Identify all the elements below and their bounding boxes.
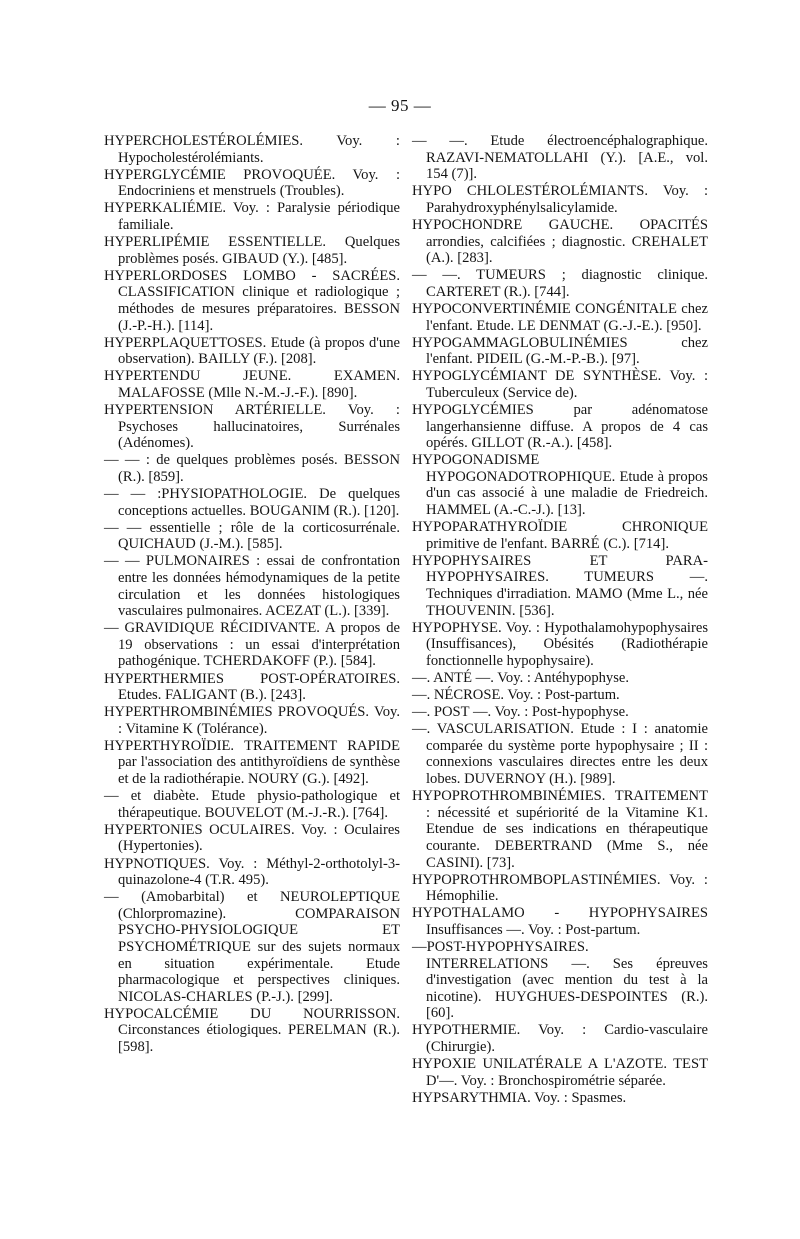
index-entry: — —. Etude électroencéphalographique. RAZAVI-NEMATOLLAHI (Y.). [A.E., vol. 154 (7)]. xyxy=(412,133,708,183)
index-entry: HYPERTHYROÏDIE. TRAITEMENT RAPIDE par l'association des antithyroïdiens de synthèse et de la radiothérapie. NOURY (G.). [492]. xyxy=(104,737,400,788)
index-entry: HYPOPROTHROMBOPLASTINÉMIES. Voy. : Hémophilie. xyxy=(412,871,708,905)
index-entry: HYPSARYTHMIA. Voy. : Spasmes. xyxy=(412,1089,627,1106)
index-entry: HYPERKALIÉMIE. Voy. : Paralysie périodique familiale. xyxy=(104,200,400,233)
index-entry: HYPOCALCÉMIE DU NOURRISSON. Circonstances étiologiques. PERELMAN (R.). [598]. xyxy=(104,1005,400,1056)
index-entry: HYPOGLYCÉMIES par adénomatose langerhansienne diffuse. A propos de 4 cas opérés. GILLOT (R.-A.). [458]. xyxy=(412,402,708,452)
index-entry: — — PULMONAIRES : essai de confrontation entre les données hémodynamiques de la petite circulation et les données histologiques vasculaires pulmonaires. ACEZAT (L.). [339]. xyxy=(104,553,400,620)
right-column xyxy=(412,133,708,1107)
index-entry: HYPOPHYSE. Voy. : Hypothalamohypophysaires (Insuffisances), Obésités (Radiothérapie fonctionnelle hypophysaire). xyxy=(412,619,708,669)
index-entry: HYPOGAMMAGLOBULINÉMIES chez l'enfant. PIDEIL (G.-M.-P.-B.). [97]. xyxy=(412,334,708,368)
index-entry: HYPOCHONDRE GAUCHE. OPACITÉS arrondies, calcifiées ; diagnostic. CREHALET (A.). [283]. xyxy=(412,216,708,267)
index-entry: HYPERLIPÉMIE ESSENTIELLE. Quelques problèmes posés. GIBAUD (Y.). [485]. xyxy=(104,234,400,267)
index-entry: HYPOCONVERTINÉMIE CONGÉNITALE chez l'enfant. Etude. LE DENMAT (G.-J.-E.). [950]. xyxy=(412,300,708,334)
index-entry: HYPERTHROMBINÉMIES PROVOQUÉS. Voy. : Vitamine K (Tolérance). xyxy=(104,704,400,737)
index-entry: HYPERTENSION ARTÉRIELLE. Voy. : Psychoses hallucinatoires, Surrénales (Adénomes). xyxy=(104,402,400,452)
index-entry: HYPERCHOLESTÉROLÉMIES. Voy. : Hypocholestérolémiants. xyxy=(104,133,400,166)
index-entry: HYPOTHERMIE. Voy. : Cardio-vasculaire (Chirurgie). xyxy=(412,1022,708,1056)
index-entry: HYPERLORDOSES LOMBO - SACRÉES. CLASSIFICATION clinique et radiologique ; méthodes de mesures préparatoires. BESSON (J.-P.-H.). [114]. xyxy=(104,267,400,334)
index-entry: — et diabète. Etude physio-pathologique et thérapeutique. BOUVELOT (M.-J.-R.). [764]. xyxy=(104,788,400,821)
index-entry: HYPOXIE UNILATÉRALE A L'AZOTE. TEST D'—. Voy. : Bronchospirométrie séparée. xyxy=(412,1056,708,1089)
index-entry: HYPERTENDU JEUNE. EXAMEN. MALAFOSSE (Mlle N.-M.-J.-F.). [890]. xyxy=(104,368,400,401)
index-entry: —. NÉCROSE. Voy. : Post-partum. xyxy=(412,687,620,704)
index-entry: HYPERPLAQUETTOSES. Etude (à propos d'une observation). BAILLY (F.). [208]. xyxy=(104,334,400,368)
index-entry: HYPOGLYCÉMIANT DE SYNTHÈSE. Voy. : Tuberculeux (Service de). xyxy=(412,368,708,401)
index-entry: — GRAVIDIQUE RÉCIDIVANTE. A propos de 19 observations : un essai d'interprétation pathogénique. TCHERDAKOFF (P.). [584]. xyxy=(104,620,400,670)
index-entry: —. POST —. Voy. : Post-hypophyse. xyxy=(412,704,629,721)
index-entry: —. ANTÉ —. Voy. : Antéhypophyse. xyxy=(412,670,630,686)
index-entry: HYPO CHLOLESTÉROLÉMIANTS. Voy. : Parahydroxyphénylsalicylamide. xyxy=(412,183,708,216)
index-entry: HYPOGONADISME HYPOGONADOTROPHIQUE. Etude à propos d'un cas associé à une maladie de Friedreich. HAMMEL (A.-C.-J.). [13]. xyxy=(412,452,708,519)
left-column xyxy=(104,133,400,1056)
index-entry: HYPOPROTHROMBINÉMIES. TRAITEMENT : nécessité et supériorité de la Vitamine K1. Etendue de ses indications en thérapeutique courante. DEBERTRAND (Mme S., née CASINI). [73]. xyxy=(412,788,708,871)
index-entry: — —. TUMEURS ; diagnostic clinique. CARTERET (R.). [744]. xyxy=(412,267,708,300)
index-entry: —POST-HYPOPHYSAIRES. INTERRELATIONS —. Ses épreuves d'investigation (avec mention du test à la nicotine). HUYGHUES-DESPOINTES (R.). [60]. xyxy=(412,939,708,1022)
index-entry: — (Amobarbital) et NEUROLEPTIQUE (Chlorpromazine). COMPARAISON PSYCHO-PHYSIOLOGIQUE ET PSYCHOMÉTRIQUE sur des sujets normaux en situation expérimentale. Etude pharmacologique et perspectives cliniques. NICOLAS-CHARLES (P.-J.). [299]. xyxy=(104,889,400,1005)
index-entry: HYPERGLYCÉMIE PROVOQUÉE. Voy. : Endocriniens et menstruels (Troubles). xyxy=(104,166,400,200)
index-entry: —. VASCULARISATION. Etude : I : anatomie comparée du système porte hypophysaire ; II : connexions vasculaires directes entre les deux lobes. DUVERNOY (H.). [989]. xyxy=(412,721,708,788)
index-entry: HYPNOTIQUES. Voy. : Méthyl-2-orthotolyl-3-quinazolone-4 (T.R. 495). xyxy=(104,855,400,889)
index-entry: HYPOPHYSAIRES ET PARA-HYPOPHYSAIRES. TUMEURS —. Techniques d'irradiation. MAMO (Mme L., née THOUVENIN. [536]. xyxy=(412,552,708,619)
index-entry: HYPOPARATHYROÏDIE CHRONIQUE primitive de l'enfant. BARRÉ (C.). [714]. xyxy=(412,519,708,552)
index-entry: — — : de quelques problèmes posés. BESSON (R.). [859]. xyxy=(104,452,400,485)
index-entry: HYPOTHALAMO - HYPOPHYSAIRES Insuffisances —. Voy. : Post-partum. xyxy=(412,905,708,938)
index-entry: HYPERTONIES OCULAIRES. Voy. : Oculaires (Hypertonies). xyxy=(104,821,400,855)
index-entry: HYPERTHERMIES POST-OPÉRATOIRES. Etudes. FALIGANT (B.). [243]. xyxy=(104,670,400,704)
page-number: — 95 — xyxy=(368,96,432,115)
index-entry: — — :PHYSIOPATHOLOGIE. De quelques conceptions actuelles. BOUGANIM (R.). [120]. xyxy=(104,485,400,519)
index-entry: — — essentielle ; rôle de la corticosurrénale. QUICHAUD (J.-M.). [585]. xyxy=(104,519,400,553)
